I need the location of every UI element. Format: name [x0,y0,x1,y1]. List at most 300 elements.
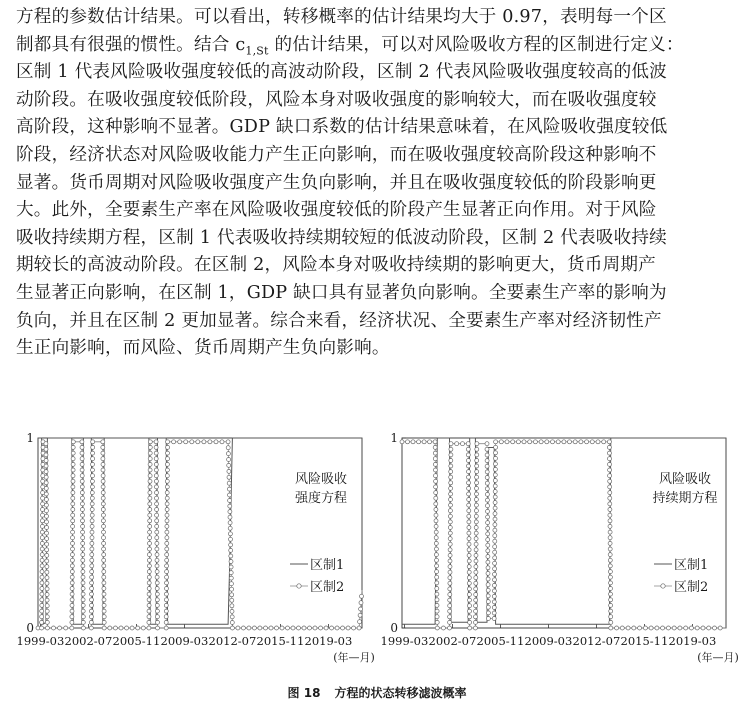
series-marker-regime2 [220,440,224,444]
series-marker-regime2 [573,440,577,444]
series-marker-regime2 [41,496,45,500]
series-marker-regime2 [70,581,74,585]
series-marker-regime2 [448,542,452,546]
series-marker-regime2 [154,451,158,455]
series-marker-regime2 [184,440,188,444]
series-marker-regime2 [229,571,233,575]
series-marker-regime2 [608,468,612,472]
series-marker-regime2 [435,581,439,585]
x-axis-unit: (年—月) [333,651,375,664]
series-marker-regime2 [229,537,233,541]
series-marker-regime2 [102,541,106,545]
series-marker-regime2 [166,445,170,449]
series-marker-regime2 [468,598,472,602]
series-marker-regime2 [330,626,334,630]
series-marker-regime2 [448,598,452,602]
series-marker-regime2 [40,570,44,574]
series-marker-regime2 [467,581,471,585]
series-marker-regime2 [40,575,44,579]
series-marker-regime2 [467,514,471,518]
series-marker-regime2 [435,620,439,624]
series-marker-regime2 [40,581,44,585]
series-marker-regime2 [45,587,49,591]
series-marker-regime2 [608,485,612,489]
series-marker-regime2 [227,487,231,491]
series-marker-regime2 [434,553,438,557]
series-marker-regime2 [228,499,232,503]
series-marker-regime2 [40,598,44,602]
figure-caption-text: 方程的状态转移滤波概率 [334,686,467,700]
paragraph-line: 区制 1 代表风险吸收强度较低的高波动阶段，区制 2 代表风险吸收强度较高的低波 [16,62,667,83]
series-marker-regime2 [485,476,489,480]
x-tick-label: 2019-03 [668,634,717,648]
series-marker-regime2 [608,474,612,478]
series-marker-regime2 [449,453,453,457]
series-marker-regime2 [90,485,94,489]
series-marker-regime2 [155,519,159,523]
series-marker-regime2 [352,626,356,630]
series-marker-regime2 [448,509,452,513]
series-marker-regime2 [165,513,169,517]
series-marker-regime2 [467,559,471,563]
series-marker-regime2 [492,589,496,593]
series-marker-regime2 [148,462,152,466]
series-marker-regime2 [227,481,231,485]
series-marker-regime2 [486,538,490,542]
series-marker-regime2 [45,593,49,597]
series-marker-regime2 [148,445,152,449]
series-marker-regime2 [44,503,48,507]
series-marker-regime2 [449,498,453,502]
series-marker-regime2 [433,445,437,449]
series-marker-regime2 [101,508,105,512]
series-marker-regime2 [154,457,158,461]
series-marker-regime2 [155,575,159,579]
series-marker-regime2 [661,626,665,630]
series-marker-regime2 [80,491,84,495]
y-tick-label: 1 [390,431,398,445]
series-marker-regime2 [228,521,232,525]
series-marker-regime2 [461,442,465,446]
series-marker-regime2 [608,479,612,483]
series-marker-regime2 [229,560,233,564]
series-marker-regime2 [609,620,613,624]
series-marker-regime2 [148,524,152,528]
series-marker-regime2 [165,502,169,506]
series-marker-regime2 [608,524,612,528]
series-marker-regime2 [434,485,438,489]
series-marker-regime2 [468,609,472,613]
series-marker-regime2 [545,440,549,444]
series-marker-regime2 [474,548,478,552]
series-marker-regime2 [81,615,85,619]
series-marker-regime2 [466,464,470,468]
series-marker-regime2 [147,553,151,557]
figure-18 [0,420,754,713]
series-marker-regime2 [449,481,453,485]
series-marker-regime2 [70,598,74,602]
series-marker-regime2 [45,570,49,574]
series-marker-regime2 [71,445,75,449]
series-marker-regime2 [258,626,262,630]
series-marker-regime2 [474,537,478,541]
series-marker-regime2 [358,620,362,624]
series-marker-regime2 [486,560,490,564]
series-marker-regime2 [80,451,84,455]
series-marker-regime2 [247,626,251,630]
series-marker-regime2 [474,498,478,502]
series-marker-regime2 [164,592,168,596]
series-marker-regime2 [493,550,497,554]
series-marker-regime2 [434,491,438,495]
series-marker-regime2 [44,481,48,485]
series-marker-regime2 [154,468,158,472]
x-tick-label: 2005-11 [476,634,525,648]
series-marker-regime2 [81,598,85,602]
series-marker-regime2 [434,536,438,540]
series-marker-regime2 [434,530,438,534]
series-marker-regime2 [236,626,240,630]
series-marker-regime2 [40,620,44,624]
series-marker-regime2 [147,564,151,568]
series-marker-regime2 [434,479,438,483]
series-marker-regime2 [466,459,470,463]
series-marker-regime2 [230,604,234,608]
series-marker-regime2 [422,440,426,444]
series-marker-regime2 [435,609,439,613]
series-marker-regime2 [81,575,85,579]
series-marker-regime2 [494,456,498,460]
series-marker-regime2 [319,626,323,630]
series-marker-regime2 [608,541,612,545]
series-marker-regime2 [102,558,106,562]
series-marker-regime2 [448,520,452,524]
series-marker-regime2 [486,543,490,547]
series-marker-regime2 [154,474,158,478]
series-marker-regime2 [70,570,74,574]
x-tick-label: 1999-03 [380,634,429,648]
series-marker-regime2 [228,515,232,519]
series-marker-regime2 [485,464,489,468]
series-marker-regime2 [102,524,106,528]
series-marker-regime2 [275,626,279,630]
series-marker-regime2 [655,626,659,630]
series-marker-regime2 [44,498,48,502]
series-marker-regime2 [435,615,439,619]
series-marker-regime2 [165,524,169,528]
series-marker-regime2 [165,558,169,562]
series-marker-regime2 [609,615,613,619]
series-marker-regime2 [148,547,152,551]
series-marker-regime2 [154,479,158,483]
series-marker-regime2 [486,515,490,519]
series-marker-regime2 [467,492,471,496]
series-marker-regime2 [40,592,44,596]
series-marker-regime2 [607,451,611,455]
paragraph-line: 生显著正向影响，在区制 1，GDP 缺口具有显著负向影响。全要素生产率的影响为 [16,282,667,303]
series-marker-regime2 [406,440,410,444]
series-marker-regime2 [165,575,169,579]
series-marker-regime2 [297,626,301,630]
series-marker-regime2 [70,592,74,596]
y-tick-label: 1 [26,431,34,445]
series-marker-regime2 [90,536,94,540]
series-marker-regime2 [45,559,49,563]
series-marker-regime2 [81,609,85,613]
series-marker-regime2 [626,626,630,630]
series-marker-regime2 [172,440,176,444]
series-marker-regime2 [494,451,498,455]
figure-number: 图 18 [287,686,321,700]
series-marker-regime2 [155,609,159,613]
series-marker-regime2 [474,598,478,602]
series-marker-regime2 [475,492,479,496]
series-marker-regime2 [90,575,94,579]
series-marker-regime2 [448,576,452,580]
series-marker-regime2 [433,440,437,444]
series-marker-regime2 [90,491,94,495]
series-marker-regime2 [494,445,498,449]
series-marker-regime2 [70,587,74,591]
series-marker-regime2 [164,603,168,607]
series-marker-regime2 [45,604,49,608]
series-marker-regime2 [226,440,230,444]
series-marker-regime2 [486,611,490,615]
legend-label-regime1: 区制1 [674,558,709,573]
series-marker-regime2 [154,485,158,489]
paragraph-line: 期较长的高波动阶段。在区制 2，风险本身对吸收持续期的影响更大，货币周期产 [16,255,656,276]
series-marker-regime2 [608,462,612,466]
series-marker-regime2 [435,558,439,562]
series-marker-regime2 [400,440,404,444]
series-marker-regime2 [45,537,49,541]
series-marker-regime2 [80,462,84,466]
series-marker-regime2 [467,537,471,541]
series-marker-regime2 [101,496,105,500]
series-marker-regime2 [449,492,453,496]
series-marker-regime2 [227,469,231,473]
series-marker-regime2 [70,609,74,613]
series-marker-regime2 [164,598,168,602]
series-marker-regime2 [155,615,159,619]
series-marker-regime2 [102,620,106,624]
series-marker-regime2 [493,462,497,466]
series-marker-regime2 [230,593,234,597]
series-marker-regime2 [486,605,490,609]
series-marker-regime2 [551,440,555,444]
series-marker-regime2 [475,481,479,485]
series-marker-regime2 [147,575,151,579]
series-marker-regime2 [102,570,106,574]
series-marker-regime2 [468,626,472,630]
series-marker-regime2 [147,558,151,562]
series-marker-regime2 [346,626,350,630]
series-marker-regime2 [81,536,85,540]
series-marker-regime2 [494,440,498,444]
series-marker-regime2 [608,496,612,500]
series-marker-regime2 [44,459,48,463]
series-marker-regime2 [90,564,94,568]
series-marker-regime2 [448,581,452,585]
series-marker-regime2 [155,603,159,607]
series-marker-regime2 [448,587,452,591]
series-marker-regime2 [155,513,159,517]
series-marker-regime2 [148,451,152,455]
series-marker-regime2 [448,626,452,630]
series-marker-regime2 [467,542,471,546]
series-marker-regime2 [474,565,478,569]
series-marker-regime2 [486,588,490,592]
series-marker-regime2 [360,594,364,598]
series-marker-regime2 [80,457,84,461]
series-marker-regime2 [486,600,490,604]
series-marker-regime2 [485,442,489,446]
series-marker-regime2 [45,609,49,613]
series-marker-regime2 [90,513,94,517]
series-marker-regime2 [448,593,452,597]
series-marker-regime2 [44,475,48,479]
series-marker-regime2 [90,508,94,512]
series-marker-regime2 [428,440,432,444]
series-marker-regime2 [90,581,94,585]
series-marker-regime2 [608,457,612,461]
series-marker-regime2 [102,553,106,557]
series-marker-regime2 [467,481,471,485]
series-marker-regime2 [165,519,169,523]
series-marker-regime2 [486,521,490,525]
series-marker-regime2 [474,570,478,574]
series-marker-regime2 [45,514,49,518]
series-marker-regime2 [562,440,566,444]
series-marker-regime2 [473,626,477,630]
series-marker-regime2 [155,581,159,585]
series-marker-regime2 [81,541,85,545]
series-marker-regime2 [71,541,75,545]
series-marker-regime2 [90,587,94,591]
series-marker-regime2 [44,442,48,446]
series-marker-regime2 [229,576,233,580]
series-marker-regime2 [91,440,95,444]
series-marker-regime2 [155,547,159,551]
series-marker-regime2 [90,541,94,545]
series-marker-regime2 [230,587,234,591]
series-marker-regime2 [155,536,159,540]
series-marker-regime2 [241,626,245,630]
series-marker-regime2 [80,468,84,472]
series-marker-regime2 [230,621,234,625]
series-marker-regime2 [148,536,152,540]
series-marker-regime2 [474,620,478,624]
series-marker-regime2 [638,626,642,630]
series-marker-regime2 [492,611,496,615]
series-marker-regime2 [89,626,93,630]
series-marker-regime2 [474,581,478,585]
series-marker-regime2 [602,440,606,444]
series-marker-regime2 [147,603,151,607]
series-marker-regime2 [324,626,328,630]
series-marker-regime2 [71,485,75,489]
series-marker-regime2 [455,442,459,446]
series-marker-regime2 [148,502,152,506]
series-marker-regime2 [119,626,123,630]
series-marker-regime2 [448,548,452,552]
paragraph-line: 高阶段，这种影响不显著。GDP 缺口系数的估计结果意味着，在风险吸收强度较低 [16,117,668,138]
x-tick-label: 2015-11 [620,634,669,648]
series-marker-regime2 [467,503,471,507]
series-marker-regime2 [448,553,452,557]
series-marker-regime2 [678,626,682,630]
series-marker-regime2 [102,575,106,579]
series-marker-regime2 [155,541,159,545]
series-marker-regime2 [40,519,44,523]
series-marker-regime2 [125,626,129,630]
series-marker-regime2 [81,513,85,517]
series-marker-regime2 [590,440,594,444]
series-marker-regime2 [485,481,489,485]
series-marker-regime2 [102,536,106,540]
series-marker-regime2 [313,626,317,630]
series-marker-regime2 [90,502,94,506]
series-marker-regime2 [80,485,84,489]
series-marker-regime2 [493,517,497,521]
series-marker-regime2 [533,440,537,444]
series-marker-regime2 [707,626,711,630]
series-marker-regime2 [165,491,169,495]
series-marker-regime2 [466,453,470,457]
series-marker-regime2 [108,626,112,630]
series-marker-regime2 [102,598,106,602]
series-marker-regime2 [474,531,478,535]
series-marker-regime2 [435,575,439,579]
series-marker-regime2 [695,626,699,630]
series-marker-regime2 [493,578,497,582]
series-marker-regime2 [148,496,152,500]
series-marker-regime2 [609,581,613,585]
series-marker-regime2 [156,620,160,624]
series-marker-regime2 [101,479,105,483]
series-marker-regime2 [101,502,105,506]
series-marker-regime2 [493,484,497,488]
series-marker-regime2 [474,587,478,591]
series-marker-regime2 [713,626,717,630]
series-marker-regime2 [166,451,170,455]
x-tick-label: 1999-03 [16,634,65,648]
series-marker-regime2 [468,604,472,608]
series-marker-regime2 [155,587,159,591]
series-marker-regime2 [632,626,636,630]
series-marker-regime2 [148,485,152,489]
series-marker-regime2 [485,470,489,474]
series-marker-regime2 [90,496,94,500]
series-marker-regime2 [607,445,611,449]
series-marker-regime2 [516,440,520,444]
series-marker-regime2 [615,626,619,630]
series-marker-regime2 [45,548,49,552]
series-marker-regime2 [166,457,170,461]
series-marker-regime2 [178,440,182,444]
series-marker-regime2 [335,626,339,630]
paragraph-line: 动阶段。在吸收强度较低阶段，风险本身对吸收强度的影响较大，而在吸收强度较 [16,89,657,110]
series-marker-regime2 [226,452,230,456]
series-marker-regime2 [40,603,44,607]
legend-marker-regime2 [297,584,301,588]
series-marker-regime2 [475,475,479,479]
series-marker-regime2 [155,496,159,500]
series-marker-regime2 [467,570,471,574]
series-marker-regime2 [474,542,478,546]
series-marker-regime2 [44,492,48,496]
series-marker-regime2 [70,575,74,579]
